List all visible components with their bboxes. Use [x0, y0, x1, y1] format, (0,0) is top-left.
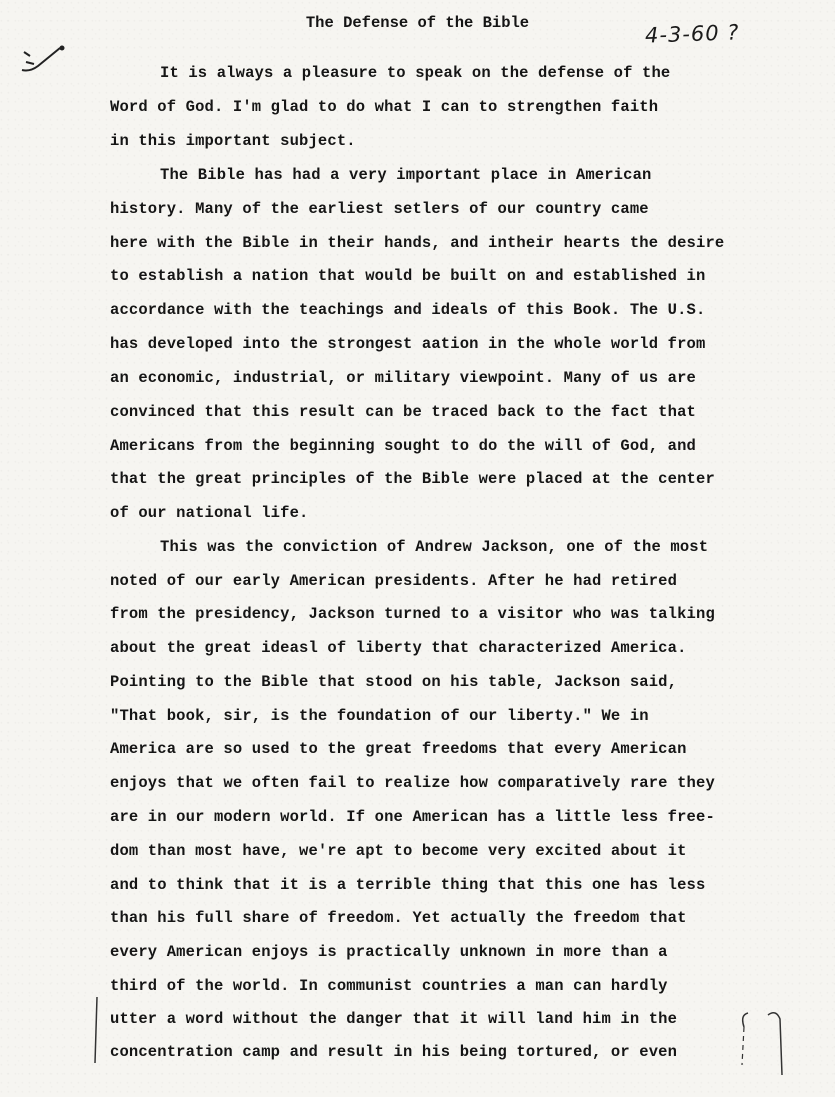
text-line: enjoys that we often fail to realize how comparatively rare they [110, 774, 715, 792]
text-line: are in our modern world. If one American has a little less free- [110, 808, 715, 826]
text-line: that the great principles of the Bible were placed at the center [110, 470, 715, 488]
text-line: has developed into the strongest aation in the whole world from [110, 335, 706, 353]
text-line: from the presidency, Jackson turned to a visitor who was talking [110, 605, 715, 623]
text-line: to establish a nation that would be built on and established in [110, 267, 706, 285]
text-line: The Bible has had a very important place in American [160, 166, 652, 184]
text-line: third of the world. In communist countries a man can hardly [110, 977, 668, 995]
text-line: every American enjoys is practically unknown in more than a [110, 943, 668, 961]
text-line: Word of God. I'm glad to do what I can to strengthen faith [110, 98, 659, 116]
text-line: concentration camp and result in his being tortured, or even [110, 1043, 678, 1061]
text-line: here with the Bible in their hands, and intheir hearts the desire [110, 234, 725, 252]
text-line: "That book, sir, is the foundation of our liberty." We in [110, 707, 649, 725]
document-title: The Defense of the Bible [305, 14, 530, 32]
text-line: an economic, industrial, or military viewpoint. Many of us are [110, 369, 696, 387]
pen-mark-icon [20, 42, 72, 82]
text-line: and to think that it is a terrible thing that this one has less [110, 876, 706, 894]
text-line: in this important subject. [110, 132, 356, 150]
text-line: convinced that this result can be traced back to the fact that [110, 403, 696, 421]
text-line: utter a word without the danger that it will land him in the [110, 1010, 678, 1028]
text-line: America are so used to the great freedoms that every American [110, 740, 687, 758]
text-line: noted of our early American presidents. After he had retired [110, 572, 678, 590]
margin-bracket-icon [88, 995, 100, 1065]
text-line: about the great ideasl of liberty that characterized America. [110, 639, 687, 657]
text-line: accordance with the teachings and ideals of this Book. The U.S. [110, 301, 706, 319]
handwritten-date: 4-3-60 ? [644, 20, 740, 48]
text-line: Pointing to the Bible that stood on his table, Jackson said, [110, 673, 678, 691]
text-line: of our national life. [110, 504, 309, 522]
margin-bracket-right-icon [730, 1005, 800, 1085]
text-line: This was the conviction of Andrew Jackson, one of the most [160, 538, 709, 556]
text-line: Americans from the beginning sought to do the will of God, and [110, 437, 696, 455]
text-line: than his full share of freedom. Yet actually the freedom that [110, 909, 687, 927]
text-line: It is always a pleasure to speak on the defense of the [160, 64, 671, 82]
text-line: dom than most have, we're apt to become very excited about it [110, 842, 687, 860]
text-line: history. Many of the earliest setlers of our country came [110, 200, 649, 218]
